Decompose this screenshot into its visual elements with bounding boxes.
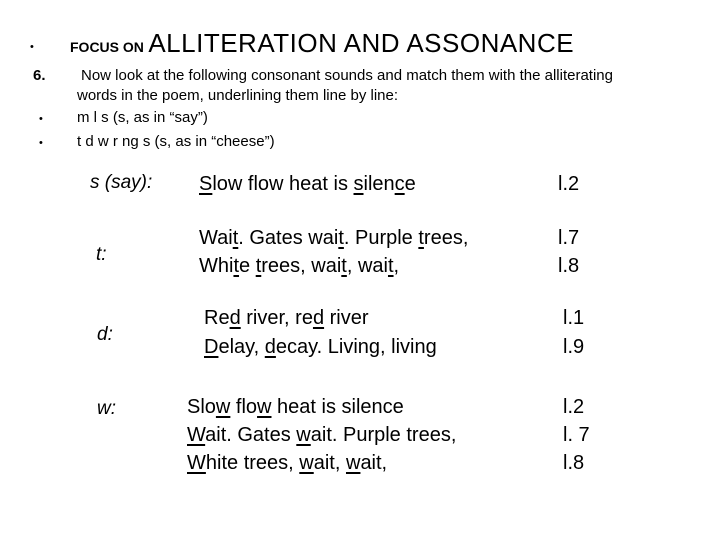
line-text: . Purple [343, 227, 419, 249]
line-text: ait. Gates [205, 424, 297, 446]
underlined-sound: t [255, 255, 262, 277]
poem-line [199, 255, 399, 278]
line-text: Re [204, 307, 230, 329]
line-text: ecay. Living, living [275, 336, 437, 358]
line-ref: l.9 [563, 336, 585, 358]
underlined-sound: t [341, 255, 347, 277]
line-text: ait. Purple trees, [310, 424, 457, 446]
underlined-sound: t [338, 227, 344, 249]
sound-list-2: t d w r ng s (s, as in “cheese”) [77, 133, 275, 150]
line-ref: l.8 [563, 452, 585, 474]
poem-line [204, 336, 437, 359]
line-text: ait, [360, 452, 388, 474]
page-title [70, 28, 574, 59]
sound-label: s (say): [90, 172, 153, 193]
line-ref: l.7 [558, 227, 580, 249]
line-text: hite trees, [205, 452, 300, 474]
line-text: low flow heat is [212, 173, 354, 195]
underlined-sound: t [387, 255, 394, 277]
sound-list-1: m l s (s, as in “say”) [77, 109, 208, 126]
line-text: rees, [423, 227, 469, 249]
underlined-sound: d [312, 307, 325, 329]
line-text: , [393, 255, 400, 277]
underlined-sound: c [394, 173, 405, 195]
exercise-number: 6. [33, 67, 46, 84]
poem-line [187, 452, 387, 475]
line-text: e [239, 255, 256, 277]
sound-label: w: [97, 398, 116, 419]
line-text: ilen [363, 173, 395, 195]
sound-list-bullet: • [39, 137, 43, 149]
line-text: e [404, 173, 416, 195]
underlined-sound: D [204, 336, 219, 358]
underlined-sound: t [418, 227, 424, 249]
instruction-line-1: Now look at the following consonant sounds and match them with the alliterating [81, 67, 613, 84]
poem-line [199, 227, 468, 250]
line-text: Slo [187, 396, 216, 418]
line-text: river [324, 307, 369, 329]
line-text: Wai [199, 227, 233, 249]
underlined-sound: w [257, 396, 272, 418]
sound-label: d: [97, 324, 113, 345]
line-ref: l.2 [558, 173, 580, 195]
underlined-sound: w [299, 452, 314, 474]
title-prefix: FOCUS ON [70, 39, 144, 55]
line-ref: l.1 [563, 307, 585, 329]
line-text: rees, wai [261, 255, 342, 277]
poem-line [204, 307, 369, 330]
underlined-sound: w [296, 424, 311, 446]
line-text: ait, [313, 452, 346, 474]
line-ref: l. 7 [563, 424, 590, 446]
underlined-sound: w [215, 396, 231, 418]
underlined-sound: S [199, 173, 213, 195]
poem-line [187, 424, 456, 447]
underlined-sound: s [353, 173, 364, 195]
underlined-sound: W [187, 452, 206, 474]
underlined-sound: d [229, 307, 241, 329]
line-text: flo [230, 396, 258, 418]
poem-line [187, 396, 404, 419]
underlined-sound: t [233, 255, 240, 277]
poem-line [199, 173, 416, 196]
underlined-sound: W [187, 424, 206, 446]
line-text: river, re [240, 307, 313, 329]
title-bullet: • [30, 41, 34, 53]
instruction-line-2: words in the poem, underlining them line by line: [77, 87, 399, 104]
underlined-sound: d [264, 336, 276, 358]
line-text: heat is silence [271, 396, 404, 418]
underlined-sound: w [345, 452, 361, 474]
line-text: , wai [346, 255, 388, 277]
line-text: . Gates wai [238, 227, 339, 249]
line-ref: l.8 [558, 255, 580, 277]
line-text: Whi [199, 255, 234, 277]
title-main: ALLITERATION AND ASSONANCE [148, 28, 575, 58]
sound-label: t: [96, 244, 107, 265]
underlined-sound: t [232, 227, 239, 249]
line-text: elay, [218, 336, 265, 358]
line-ref: l.2 [563, 396, 585, 418]
sound-list-bullet: • [39, 113, 43, 125]
